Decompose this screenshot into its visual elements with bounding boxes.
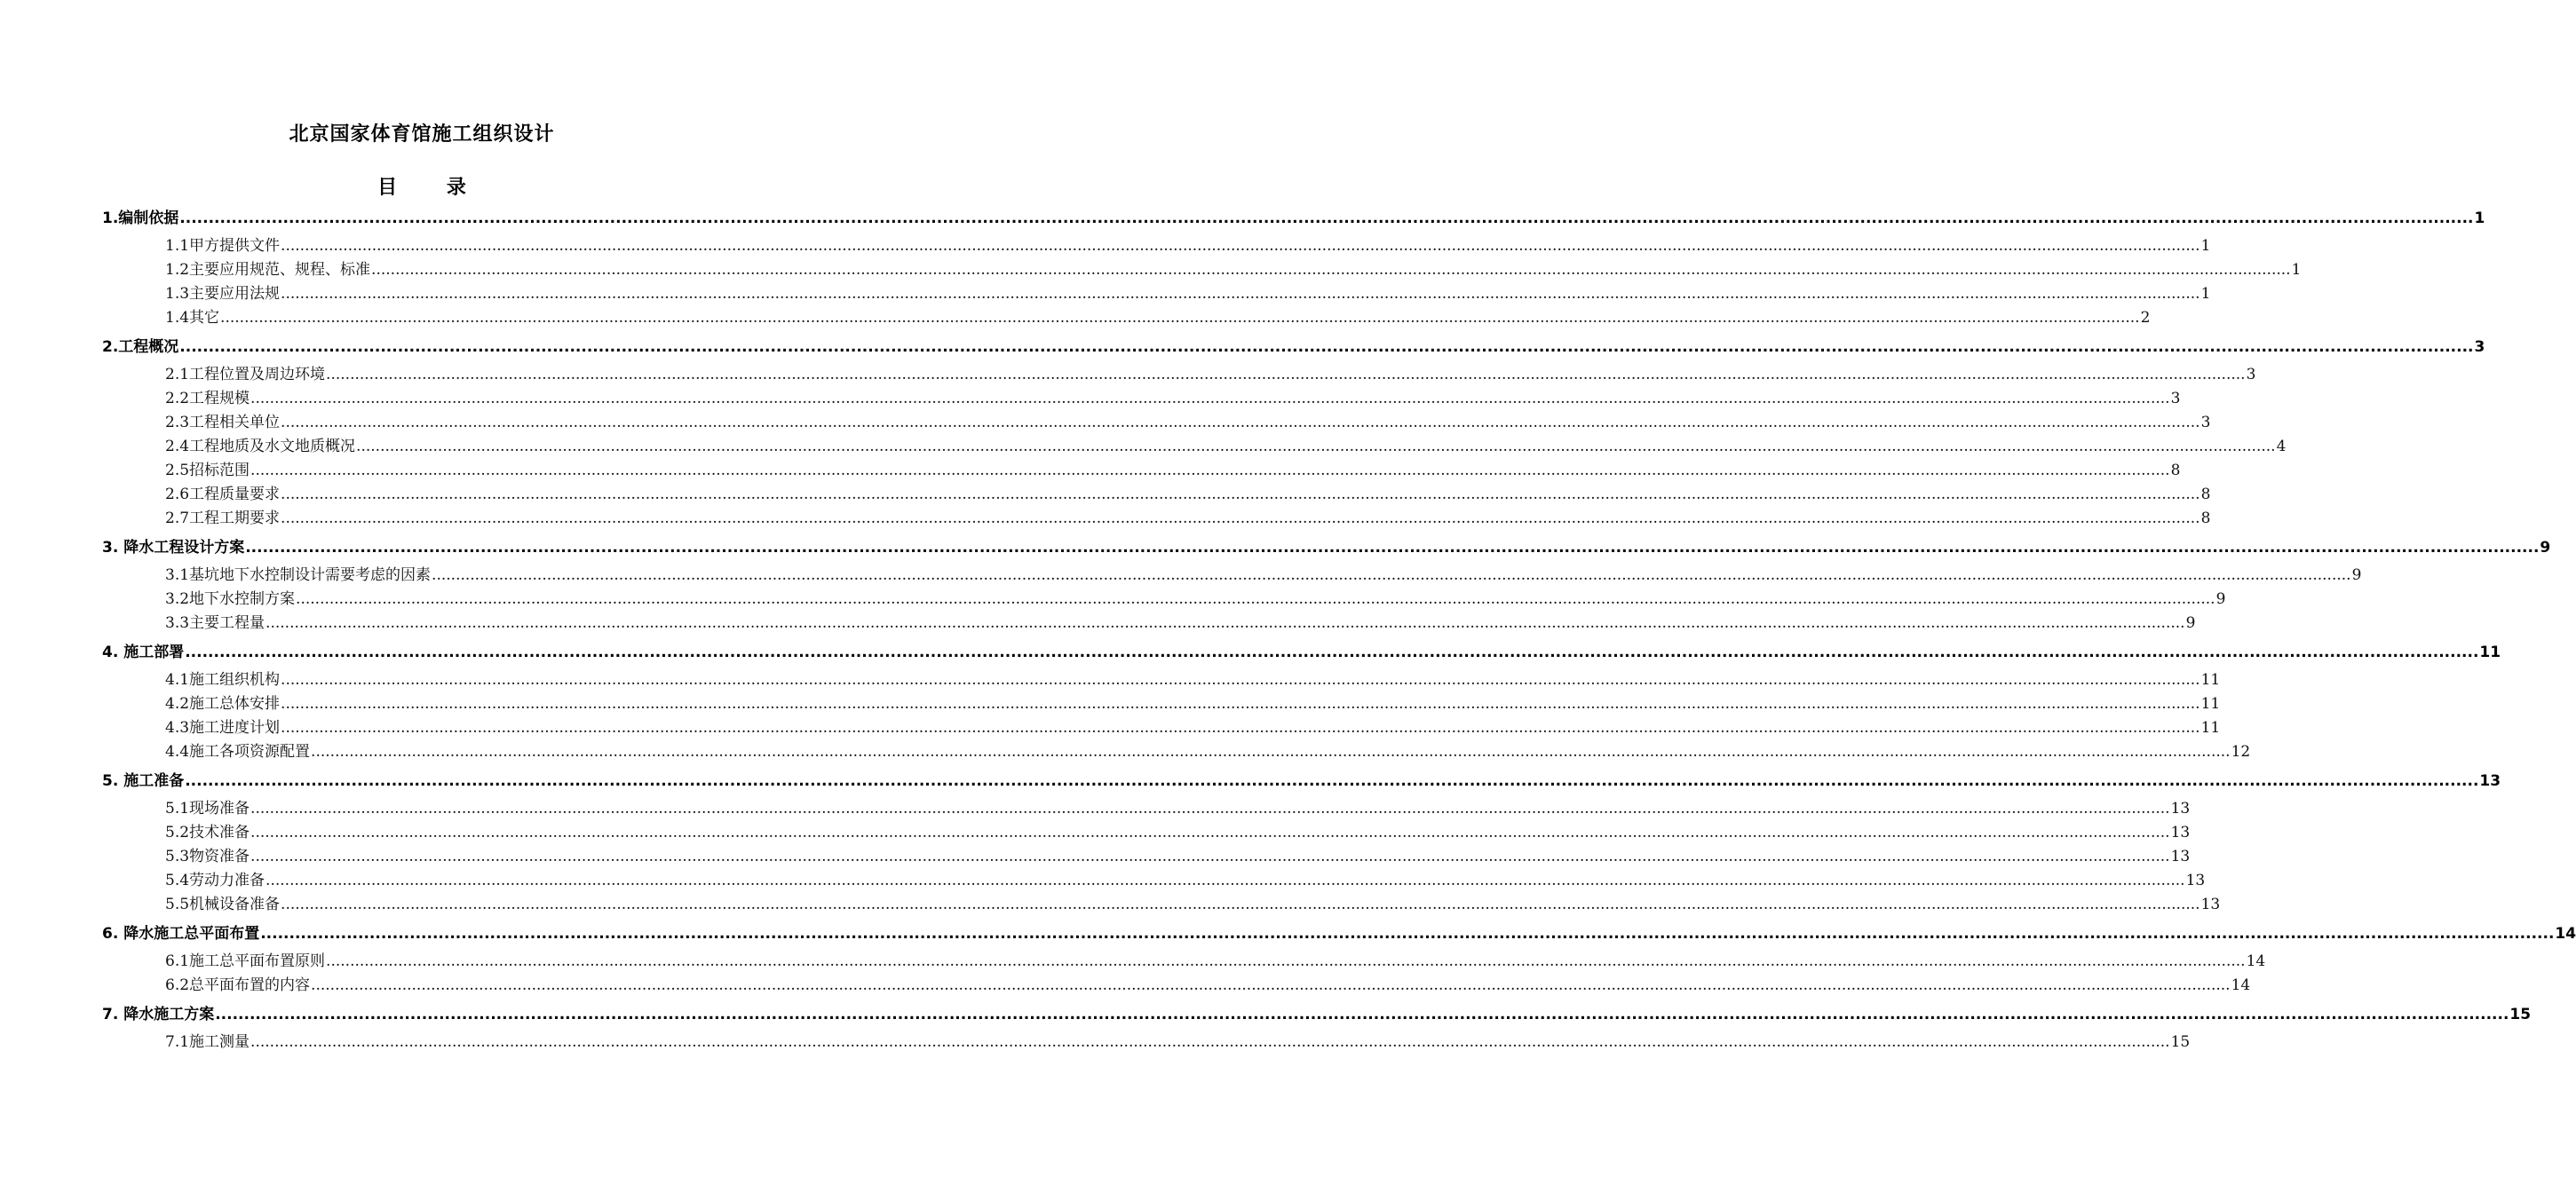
toc-entry-label: 7.1施工测量 bbox=[165, 1033, 250, 1051]
toc-dot-leader: ................................................................................................................................................................................................................................................................................................................................................................................................................ bbox=[281, 414, 2200, 431]
toc-page-number: 3 bbox=[2200, 414, 2211, 431]
toc-dot-leader: ................................................................................................................................................................................................................................................................................................................................................................................................................ bbox=[185, 644, 2479, 661]
toc-page-number: 13 bbox=[2200, 896, 2221, 913]
toc-section-entry[interactable] bbox=[102, 922, 2576, 946]
toc-page-number: 9 bbox=[2351, 566, 2362, 584]
toc-page-number: 11 bbox=[2200, 719, 2221, 737]
toc-entry-label: 6. 降水施工总平面布置 bbox=[102, 925, 260, 943]
toc-dot-leader: ................................................................................................................................................................................................................................................................................................................................................................................................................ bbox=[185, 772, 2479, 790]
toc-entry-label: 2.2工程规模 bbox=[165, 390, 250, 407]
toc-page-number: 2 bbox=[2140, 309, 2151, 327]
toc-dot-leader: ................................................................................................................................................................................................................................................................................................................................................................................................................ bbox=[250, 390, 2170, 407]
toc-subsection-entry[interactable] bbox=[102, 459, 2181, 483]
toc-page-number: 3 bbox=[2246, 366, 2256, 383]
toc-entry-label: 1.2主要应用规范、规程、标准 bbox=[165, 261, 371, 279]
document-title: 北京国家体育馆施工组织设计 bbox=[289, 123, 555, 146]
toc-dot-leader: ................................................................................................................................................................................................................................................................................................................................................................................................................ bbox=[281, 719, 2200, 737]
toc-entry-label: 3.1基坑地下水控制设计需要考虑的因素 bbox=[165, 566, 432, 584]
toc-dot-leader: ................................................................................................................................................................................................................................................................................................................................................................................................................ bbox=[281, 510, 2200, 527]
toc-section-entry[interactable] bbox=[102, 770, 2501, 794]
toc-entry-label: 6.1施工总平面布置原则 bbox=[165, 952, 326, 970]
toc-dot-leader: ................................................................................................................................................................................................................................................................................................................................................................................................................ bbox=[432, 566, 2351, 584]
toc-entry-label: 4.4施工各项资源配置 bbox=[165, 743, 311, 761]
toc-subsection-entry[interactable] bbox=[102, 435, 2287, 459]
toc-subsection-entry[interactable] bbox=[102, 387, 2181, 411]
toc-entry-label: 4.2施工总体安排 bbox=[165, 695, 281, 713]
toc-dot-leader: ................................................................................................................................................................................................................................................................................................................................................................................................................ bbox=[326, 952, 2246, 970]
toc-subsection-entry[interactable] bbox=[102, 507, 2211, 531]
toc-page-number: 11 bbox=[2479, 644, 2501, 661]
toc-page-number: 1 bbox=[2200, 285, 2211, 303]
toc-subsection-entry[interactable] bbox=[102, 716, 2221, 740]
toc-dot-leader: ................................................................................................................................................................................................................................................................................................................................................................................................................ bbox=[250, 800, 2170, 818]
toc-page-number: 11 bbox=[2200, 671, 2221, 689]
toc-entry-label: 1.3主要应用法规 bbox=[165, 285, 281, 303]
toc-entry-label: 5.5机械设备准备 bbox=[165, 896, 281, 913]
toc-page-number: 9 bbox=[2185, 614, 2196, 632]
toc-page-number: 12 bbox=[2231, 743, 2251, 761]
toc-page-number: 9 bbox=[2215, 590, 2226, 608]
toc-entry-label: 2.4工程地质及水文地质概况 bbox=[165, 438, 356, 455]
toc-page-number: 8 bbox=[2170, 462, 2181, 479]
toc-section-entry[interactable] bbox=[102, 641, 2501, 665]
toc-subsection-entry[interactable] bbox=[102, 612, 2196, 636]
toc-entry-label: 5.2技术准备 bbox=[165, 824, 250, 841]
toc-subsection-entry[interactable] bbox=[102, 306, 2151, 330]
toc-subsection-entry[interactable] bbox=[102, 1031, 2191, 1055]
toc-page-number: 13 bbox=[2170, 824, 2191, 841]
toc-page-number: 13 bbox=[2170, 848, 2191, 865]
toc-entry-label: 2.3工程相关单位 bbox=[165, 414, 281, 431]
toc-dot-leader: ................................................................................................................................................................................................................................................................................................................................................................................................................ bbox=[266, 872, 2185, 889]
toc-subsection-entry[interactable] bbox=[102, 234, 2211, 258]
toc-page-number: 14 bbox=[2246, 952, 2266, 970]
toc-entry-label: 3.3主要工程量 bbox=[165, 614, 266, 632]
toc-dot-leader: ................................................................................................................................................................................................................................................................................................................................................................................................................ bbox=[281, 285, 2200, 303]
toc-dot-leader: ................................................................................................................................................................................................................................................................................................................................................................................................................ bbox=[311, 976, 2231, 994]
toc-subsection-entry[interactable] bbox=[102, 740, 2251, 764]
toc-page-number: 8 bbox=[2200, 486, 2211, 503]
toc-heading: 目 录 bbox=[377, 177, 466, 199]
toc-subsection-entry[interactable] bbox=[102, 869, 2206, 893]
toc-subsection-entry[interactable] bbox=[102, 797, 2191, 821]
toc-page-number: 9 bbox=[2540, 539, 2551, 557]
toc-entry-label: 1.4其它 bbox=[165, 309, 220, 327]
toc-subsection-entry[interactable] bbox=[102, 692, 2221, 716]
toc-dot-leader: ................................................................................................................................................................................................................................................................................................................................................................................................................ bbox=[215, 1006, 2509, 1023]
toc-dot-leader: ................................................................................................................................................................................................................................................................................................................................................................................................................ bbox=[220, 309, 2140, 327]
toc-entry-label: 5.3物资准备 bbox=[165, 848, 250, 865]
toc-entry-label: 4.1施工组织机构 bbox=[165, 671, 281, 689]
toc-entry-label: 5.1现场准备 bbox=[165, 800, 250, 818]
toc-subsection-entry[interactable] bbox=[102, 950, 2266, 974]
toc-subsection-entry[interactable] bbox=[102, 483, 2211, 507]
toc-page-number: 13 bbox=[2170, 800, 2191, 818]
toc-subsection-entry[interactable] bbox=[102, 588, 2226, 612]
toc-dot-leader: ................................................................................................................................................................................................................................................................................................................................................................................................................ bbox=[311, 743, 2231, 761]
toc-page-number: 15 bbox=[2509, 1006, 2532, 1023]
toc-subsection-entry[interactable] bbox=[102, 282, 2211, 306]
toc-entry-label: 2.6工程质量要求 bbox=[165, 486, 281, 503]
toc-dot-leader: ................................................................................................................................................................................................................................................................................................................................................................................................................ bbox=[179, 209, 2474, 227]
toc-page-number: 13 bbox=[2479, 772, 2501, 790]
toc-subsection-entry[interactable] bbox=[102, 668, 2221, 692]
toc-subsection-entry[interactable] bbox=[102, 363, 2256, 387]
toc-page-number: 14 bbox=[2555, 925, 2576, 943]
toc-entry-label: 3. 降水工程设计方案 bbox=[102, 539, 245, 557]
toc-dot-leader: ................................................................................................................................................................................................................................................................................................................................................................................................................ bbox=[296, 590, 2215, 608]
toc-entry-label: 5.4劳动力准备 bbox=[165, 872, 266, 889]
toc-entry-label: 4.3施工进度计划 bbox=[165, 719, 281, 737]
toc-entry-label: 7. 降水施工方案 bbox=[102, 1006, 215, 1023]
toc-entry-label: 2.7工程工期要求 bbox=[165, 510, 281, 527]
toc-section-entry[interactable] bbox=[102, 336, 2485, 359]
toc-subsection-entry[interactable] bbox=[102, 411, 2211, 435]
toc-dot-leader: ................................................................................................................................................................................................................................................................................................................................................................................................................ bbox=[245, 539, 2540, 557]
toc-subsection-entry[interactable] bbox=[102, 821, 2191, 845]
toc-page-number: 3 bbox=[2474, 338, 2485, 356]
toc-section-entry[interactable] bbox=[102, 1003, 2532, 1027]
toc-dot-leader: ................................................................................................................................................................................................................................................................................................................................................................................................................ bbox=[250, 462, 2170, 479]
toc-page-number: 8 bbox=[2200, 510, 2211, 527]
toc-page-number: 1 bbox=[2200, 237, 2211, 255]
toc-subsection-entry[interactable] bbox=[102, 564, 2362, 588]
toc-section-entry[interactable] bbox=[102, 536, 2551, 560]
toc-dot-leader: ................................................................................................................................................................................................................................................................................................................................................................................................................ bbox=[260, 925, 2555, 943]
toc-dot-leader: ................................................................................................................................................................................................................................................................................................................................................................................................................ bbox=[250, 848, 2170, 865]
toc-page-number: 1 bbox=[2291, 261, 2302, 279]
toc-page-number: 4 bbox=[2276, 438, 2287, 455]
toc-dot-leader: ................................................................................................................................................................................................................................................................................................................................................................................................................ bbox=[266, 614, 2185, 632]
toc-page-number: 1 bbox=[2474, 209, 2485, 227]
toc-subsection-entry[interactable] bbox=[102, 893, 2221, 917]
toc-dot-leader: ................................................................................................................................................................................................................................................................................................................................................................................................................ bbox=[250, 824, 2170, 841]
toc-dot-leader: ................................................................................................................................................................................................................................................................................................................................................................................................................ bbox=[281, 695, 2200, 713]
toc-section-entry[interactable] bbox=[102, 207, 2485, 231]
toc-dot-leader: ................................................................................................................................................................................................................................................................................................................................................................................................................ bbox=[281, 671, 2200, 689]
toc-dot-leader: ................................................................................................................................................................................................................................................................................................................................................................................................................ bbox=[281, 896, 2200, 913]
toc-dot-leader: ................................................................................................................................................................................................................................................................................................................................................................................................................ bbox=[281, 486, 2200, 503]
toc-entry-label: 2.1工程位置及周边环境 bbox=[165, 366, 326, 383]
toc-page-number: 11 bbox=[2200, 695, 2221, 713]
toc-entry-label: 6.2总平面布置的内容 bbox=[165, 976, 311, 994]
toc-subsection-entry[interactable] bbox=[102, 974, 2251, 998]
toc-subsection-entry[interactable] bbox=[102, 258, 2302, 282]
table-of-contents bbox=[102, 204, 2576, 1055]
toc-dot-leader: ................................................................................................................................................................................................................................................................................................................................................................................................................ bbox=[179, 338, 2474, 356]
toc-entry-label: 5. 施工准备 bbox=[102, 772, 185, 790]
toc-dot-leader: ................................................................................................................................................................................................................................................................................................................................................................................................................ bbox=[250, 1033, 2170, 1051]
toc-entry-label: 4. 施工部署 bbox=[102, 644, 185, 661]
toc-entry-label: 2.5招标范围 bbox=[165, 462, 250, 479]
toc-dot-leader: ................................................................................................................................................................................................................................................................................................................................................................................................................ bbox=[371, 261, 2291, 279]
toc-page-number: 13 bbox=[2185, 872, 2206, 889]
toc-entry-label: 1.编制依据 bbox=[102, 209, 179, 227]
toc-entry-label: 3.2地下水控制方案 bbox=[165, 590, 296, 608]
toc-dot-leader: ................................................................................................................................................................................................................................................................................................................................................................................................................ bbox=[356, 438, 2276, 455]
toc-entry-label: 2.工程概况 bbox=[102, 338, 179, 356]
toc-page-number: 3 bbox=[2170, 390, 2181, 407]
toc-dot-leader: ................................................................................................................................................................................................................................................................................................................................................................................................................ bbox=[326, 366, 2246, 383]
toc-subsection-entry[interactable] bbox=[102, 845, 2191, 869]
toc-dot-leader: ................................................................................................................................................................................................................................................................................................................................................................................................................ bbox=[281, 237, 2200, 255]
toc-page-number: 14 bbox=[2231, 976, 2251, 994]
toc-entry-label: 1.1甲方提供文件 bbox=[165, 237, 281, 255]
toc-page-number: 15 bbox=[2170, 1033, 2191, 1051]
